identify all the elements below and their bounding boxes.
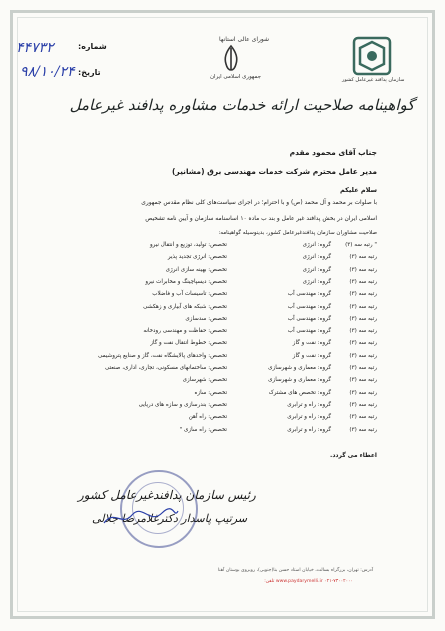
grade-group: گروه: نفت و گاز	[292, 352, 331, 359]
grade-rank: رتبه سه (۳)	[349, 254, 377, 261]
grade-group: گروه: انرژی	[302, 242, 331, 248]
grade-group: گروه: انرژی	[302, 266, 331, 273]
grade-rank: رتبه سه (۳)	[349, 303, 377, 310]
grade-specialty: تخصص: دیسپاچینگ و مخابرات نیرو	[145, 278, 227, 285]
grade-specialty: تخصص: بندرسازی و سازه های دریایی	[138, 401, 227, 408]
grade-row	[77, 304, 377, 314]
grade-rank: رتبه سه (۳)	[349, 377, 377, 384]
grade-rank: رتبه سه (۳)	[349, 389, 377, 396]
grade-specialty: تخصص: راه آهن	[188, 414, 227, 421]
grade-group: گروه: راه و ترابری	[287, 401, 331, 408]
grade-specialty: تخصص: سازه	[194, 389, 227, 396]
grade-rank: رتبه سه (۳)	[349, 291, 377, 298]
footer-contact: www.paydarymelli.ir ۰۲۱-۷۳۰۰۲۰۰۰ تلفن:	[264, 579, 353, 584]
emblem-caption-top: شوراى عالى استانها	[219, 36, 270, 43]
grade-group: گروه: انرژی	[302, 254, 331, 261]
grade-rank: رتبه سه (۳)	[349, 352, 377, 359]
grade-group: گروه: مهندسی آب	[287, 303, 331, 310]
grade-row	[77, 427, 377, 437]
signatory-organization: رئیس سازمان پدافندغیرعامل کشور	[78, 488, 256, 502]
grade-group: گروه: راه و ترابری	[287, 414, 331, 421]
grade-rank: رتبه سه (۳)	[349, 328, 377, 335]
emblem-caption-bottom: جمهوری اسلامی ایران	[210, 74, 262, 80]
grade-row	[77, 377, 377, 387]
grade-specialty: تخصص: واحدهای پالایشگاه نفت، گاز و صنایع پتروشیمی	[97, 352, 227, 359]
grade-row	[77, 279, 377, 289]
grade-row	[77, 414, 377, 424]
grade-specialty: تخصص: بهینه سازی انرژی	[165, 266, 227, 273]
body-line-1: با صلوات بر محمد و آل محمد (ص) و با احترام؛ در اجرای سیاست‌های کلی نظام مقدس جمهوری	[141, 200, 377, 206]
number-label: شماره:	[78, 42, 107, 51]
footer-address: آدرس: تهران، بزرگراه بسالت، خیابان استاد حسن بنا(جنوبی)، روبروی بوستان آهنا	[217, 568, 373, 573]
grade-rank: رتبه سه (۳)	[349, 401, 377, 408]
grade-specialty: تخصص: ساختمانهای مسکونی، تجاری، اداری، صنعتی	[104, 365, 227, 371]
grade-rank: رتبه سه (۳)	[349, 426, 377, 433]
grade-rank: رتبه سه (۳)	[349, 414, 377, 421]
signature-icon	[100, 505, 180, 530]
logo-caption: سازمان پدافند غیرعامل کشور	[342, 77, 405, 83]
greeting: سلام علیکم	[340, 186, 377, 194]
grade-rank: رتبه سه (۳)	[349, 340, 377, 347]
date-value: ۹۸/۱۰/۲۴	[20, 64, 75, 80]
grade-group: گروه: مهندسی آب	[287, 315, 331, 322]
grade-specialty: تخصص: راه سازی "	[179, 426, 227, 433]
body-line-3: صلاحیت مشاوران سازمان پدافندغیرعامل کشور، بدینوسیله گواهینامه:	[218, 230, 377, 236]
grade-rank: رتبه سه (۳)	[349, 315, 377, 322]
recipient-position: مدیر عامل محترم شرکت خدمات مهندسی برق (مشانیر)	[172, 167, 377, 176]
grade-group: گروه: معماری و شهرسازی	[268, 365, 331, 371]
national-emblem-icon	[220, 44, 242, 72]
grade-rank: رتبه سه (۳)	[349, 278, 377, 285]
grade-specialty: تخصص: سدسازی	[185, 315, 227, 322]
grade-specialty: تخصص: شبکه های آبیاری و زهکشی	[143, 303, 227, 310]
grade-group: گروه: نفت و گاز	[292, 340, 331, 347]
grade-specialty: تخصص: تاسیسات آب و فاضلاب	[152, 291, 227, 298]
grade-row	[77, 316, 377, 326]
grade-row	[77, 254, 377, 264]
closing-text: اعطاء می گردد.	[330, 452, 377, 459]
grade-row	[77, 340, 377, 350]
grade-specialty: تخصص: خطوط انتقال نفت و گاز	[150, 340, 227, 347]
grade-row	[77, 242, 377, 252]
grade-row	[77, 402, 377, 412]
grade-group: گروه: مهندسی آب	[287, 328, 331, 335]
organization-logo-icon	[352, 36, 392, 76]
number-value: ۴۴۷۳۲	[16, 40, 54, 56]
grade-rank: " رتبه سه (۳)	[345, 242, 377, 248]
grade-row	[77, 267, 377, 277]
grade-row	[77, 291, 377, 301]
grade-group: گروه: انرژی	[302, 278, 331, 285]
grade-row	[77, 365, 377, 375]
grade-specialty: تخصص: حفاظت و مهندسی رودخانه	[143, 328, 227, 335]
grade-group: گروه: تخصص های مشترک	[268, 389, 331, 396]
signatory-name: سرتیپ پاسدار دکترغلامرضا جلالی	[92, 512, 248, 525]
grade-row	[77, 328, 377, 338]
grade-rank: رتبه سه (۳)	[349, 266, 377, 273]
recipient-name: جناب آقای محمود مقدم	[289, 148, 377, 157]
body-line-2: اسلامی ایران در بخش پدافند غیر عامل و بند ب ماده ۱۰ اساسنامه سازمان و آیین نامه تشخیص	[145, 216, 377, 222]
grade-group: گروه: راه و ترابری	[287, 426, 331, 433]
grade-rank: رتبه سه (۳)	[349, 365, 377, 371]
certificate-title: گواهینامه صلاحیت ارائه خدمات مشاوره پدافند غیرعامل	[69, 96, 415, 114]
grade-row	[77, 390, 377, 400]
grade-group: گروه: معماری و شهرسازی	[268, 377, 331, 384]
grade-row	[77, 353, 377, 363]
date-label: تاریخ:	[78, 68, 101, 77]
grade-group: گروه: مهندسی آب	[287, 291, 331, 298]
grade-specialty: تخصص: انرژی تجدید پذیر	[167, 254, 227, 261]
grade-specialty: تخصص: تولید، توزیع و انتقال نیرو	[149, 242, 227, 248]
grade-specialty: تخصص: شهرسازی	[182, 377, 227, 384]
